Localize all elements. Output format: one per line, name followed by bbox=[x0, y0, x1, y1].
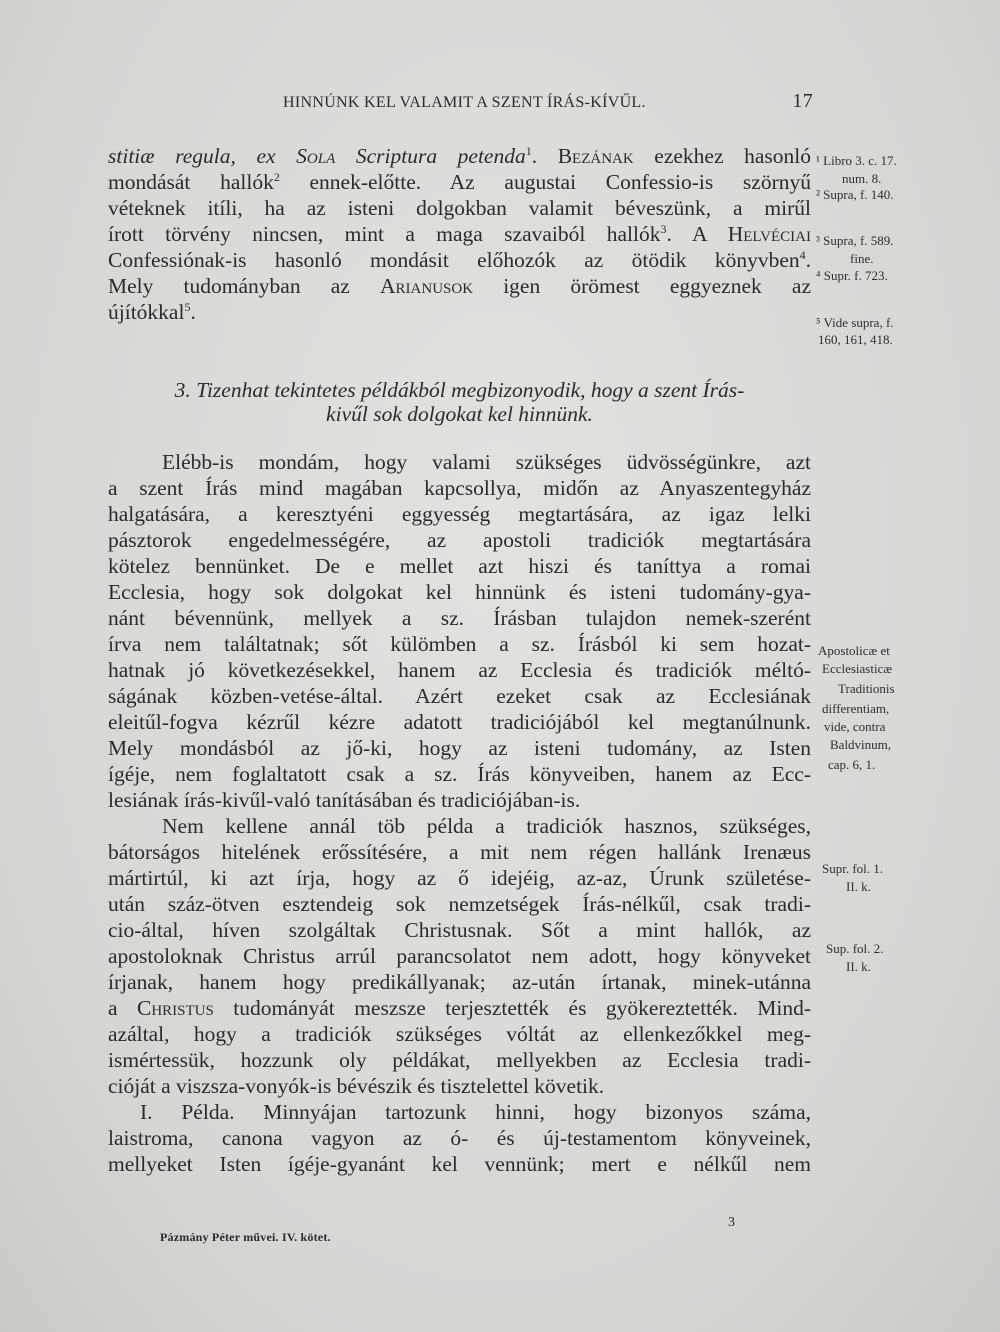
margin-note: Baldvinum, bbox=[830, 737, 892, 752]
text-line: laistroma, canona vagyon az ó- és új-testamentom könyveinek, bbox=[108, 1126, 811, 1150]
text-line: a Christus tudományát meszsze terjesztették és gyökereztették. Mind- bbox=[108, 996, 811, 1020]
text-line: halgatására, a keresztyéni eggyesség megtartására, az igaz lelki bbox=[108, 502, 811, 526]
section-heading-line-2: kivűl sok dolgokat kel hinnünk. bbox=[326, 402, 593, 426]
text-line: Ecclesia, hogy sok dolgokat kel hinnünk és isteni tudomány-gya- bbox=[108, 580, 811, 604]
text-line: ságának közben-vetése-által. Azért ezeket csak az Ecclesiának bbox=[108, 684, 811, 708]
text-line: stitiæ regula, ex Sola Scriptura petenda$^1$. Bezának ezekhez hasonló bbox=[108, 143, 811, 168]
margin-note: ² Supra, f. 140. bbox=[816, 187, 894, 202]
text-line: mondását hallók$^2$ ennek-előtte. Az augustai Confessio-is szörnyű bbox=[108, 169, 811, 194]
text-line: cióját a viszsza-vonyók-is bévészik és tisztelettel követik. bbox=[108, 1074, 605, 1098]
running-title: HINNÚNK KEL VALAMIT A SZENT ÍRÁS-KÍVŰL. bbox=[283, 94, 646, 111]
margin-note: differentiam, bbox=[822, 701, 890, 716]
text-line: ismértessük, hozzunk oly példákat, mellyekben az Ecclesia tradi- bbox=[108, 1048, 811, 1072]
margin-note: Ecclesiasticæ bbox=[822, 661, 893, 676]
signature-mark: 3 bbox=[728, 1215, 735, 1230]
margin-note: ¹ Libro 3. c. 17. bbox=[816, 153, 897, 168]
margin-note: num. 8. bbox=[842, 171, 882, 186]
margin-note: II. k. bbox=[846, 959, 871, 974]
section-heading-line-1: 3. Tizenhat tekintetes példákból megbizonyodik, hogy a szent Írás- bbox=[174, 378, 745, 402]
text-line: Mely tudományban az Arianusok igen örömest eggyeznek az bbox=[108, 274, 811, 298]
text-line: pásztorok engedelmességére, az apostoli tradiciók megtartására bbox=[108, 528, 811, 552]
margin-note: Traditionis bbox=[838, 681, 895, 696]
text-line: ígéje, nem foglaltatott csak a sz. Írás könyveiben, hanem az Ecc- bbox=[108, 762, 811, 786]
margin-note: Sup. fol. 2. bbox=[826, 941, 884, 956]
margin-note: ³ Supra, f. 589. bbox=[816, 233, 894, 248]
margin-note: Apostolicæ et bbox=[818, 643, 890, 658]
page-number: 17 bbox=[792, 90, 813, 112]
text-line: mártirtúl, ki azt írja, hogy az ő idejéig, az-az, Úrunk születése- bbox=[108, 866, 811, 890]
margin-note: cap. 6, 1. bbox=[828, 757, 876, 772]
text-line: hatnak jó következésekkel, hanem az Ecclesia és tradiciók méltó- bbox=[108, 658, 811, 682]
text-line: írott törvény nincsen, mint a maga szavaiból hallók$^3$. A Helvéciai bbox=[108, 221, 811, 246]
text-line: bátorságos hitelének erőssítésére, a mit nem régen hallánk Irenæus bbox=[108, 840, 811, 864]
text-line: azáltal, hogy a tradiciók szükséges vóltát az ellenkezőkkel meg- bbox=[108, 1022, 811, 1046]
text-line: eleitűl-fogva kézrűl kézre adatott tradiciójából kel megtanúlnunk. bbox=[108, 710, 811, 734]
text-line: cio-által, híven szolgáltak Christusnak. Sőt a mint hallók, az bbox=[108, 918, 811, 942]
text-line: írjanak, hanem hogy predikállyanak; az-után írtanak, minek-utánna bbox=[108, 970, 811, 994]
text-line: Nem kellene annál töb példa a tradiciók hasznos, szükséges, bbox=[162, 814, 811, 838]
text-line: újítókkal$^5$. bbox=[108, 299, 196, 324]
text-line: lesiának írás-kivűl-való tanításában és tradiciójában-is. bbox=[108, 788, 581, 812]
text-line: Elébb-is mondám, hogy valami szükséges üdvösségünkre, azt bbox=[162, 450, 811, 474]
text-line: írva nem találtatnak; sőt külömben a sz. Írásból ki sem hozat- bbox=[108, 632, 811, 656]
text-line: apostoloknak Christus arrúl parancsolatot nem adott, hogy könyveket bbox=[108, 944, 811, 968]
text-line: után száz-ötven esztendeig sok nemzetségek Írás-nélkűl, csak tradi- bbox=[108, 892, 811, 916]
margin-note: ⁴ Supr. f. 723. bbox=[816, 268, 888, 283]
printer-footer: Pázmány Péter művei. IV. kötet. bbox=[160, 1230, 331, 1244]
margin-note: fine. bbox=[850, 251, 874, 266]
text-line: kötelez bennünket. De e mellet azt hiszi és taníttya a romai bbox=[108, 554, 811, 578]
margin-note: II. k. bbox=[846, 879, 871, 894]
margin-note: vide, contra bbox=[824, 719, 886, 734]
text-line: Confessiónak-is hasonló mondásit előhozók az ötödik könyvben$^4$. bbox=[108, 247, 811, 272]
text-line: véteknek itíli, ha az isteni dolgokban valamit béveszünk, a mirűl bbox=[108, 196, 811, 220]
text-line: Mely mondásból az jő-ki, hogy az isteni tudomány, az Isten bbox=[108, 736, 811, 760]
margin-note: 160, 161, 418. bbox=[818, 332, 893, 347]
text-line: nánt bévennünk, mellyek a sz. Írásban tulajdon nemek-szerént bbox=[108, 606, 811, 630]
margin-note: ⁵ Vide supra, f. bbox=[816, 315, 894, 330]
text-line: I. Példa. Minnyájan tartozunk hinni, hogy bizonyos száma, bbox=[140, 1100, 811, 1124]
margin-note: Supr. fol. 1. bbox=[822, 861, 884, 876]
running-header bbox=[283, 92, 813, 118]
text-line: mellyeket Isten ígéje-gyanánt kel vennünk; mert e nélkűl nem bbox=[108, 1152, 811, 1176]
text-line: a szent Írás mind magában kapcsollya, midőn az Anyaszentegyház bbox=[108, 476, 811, 500]
